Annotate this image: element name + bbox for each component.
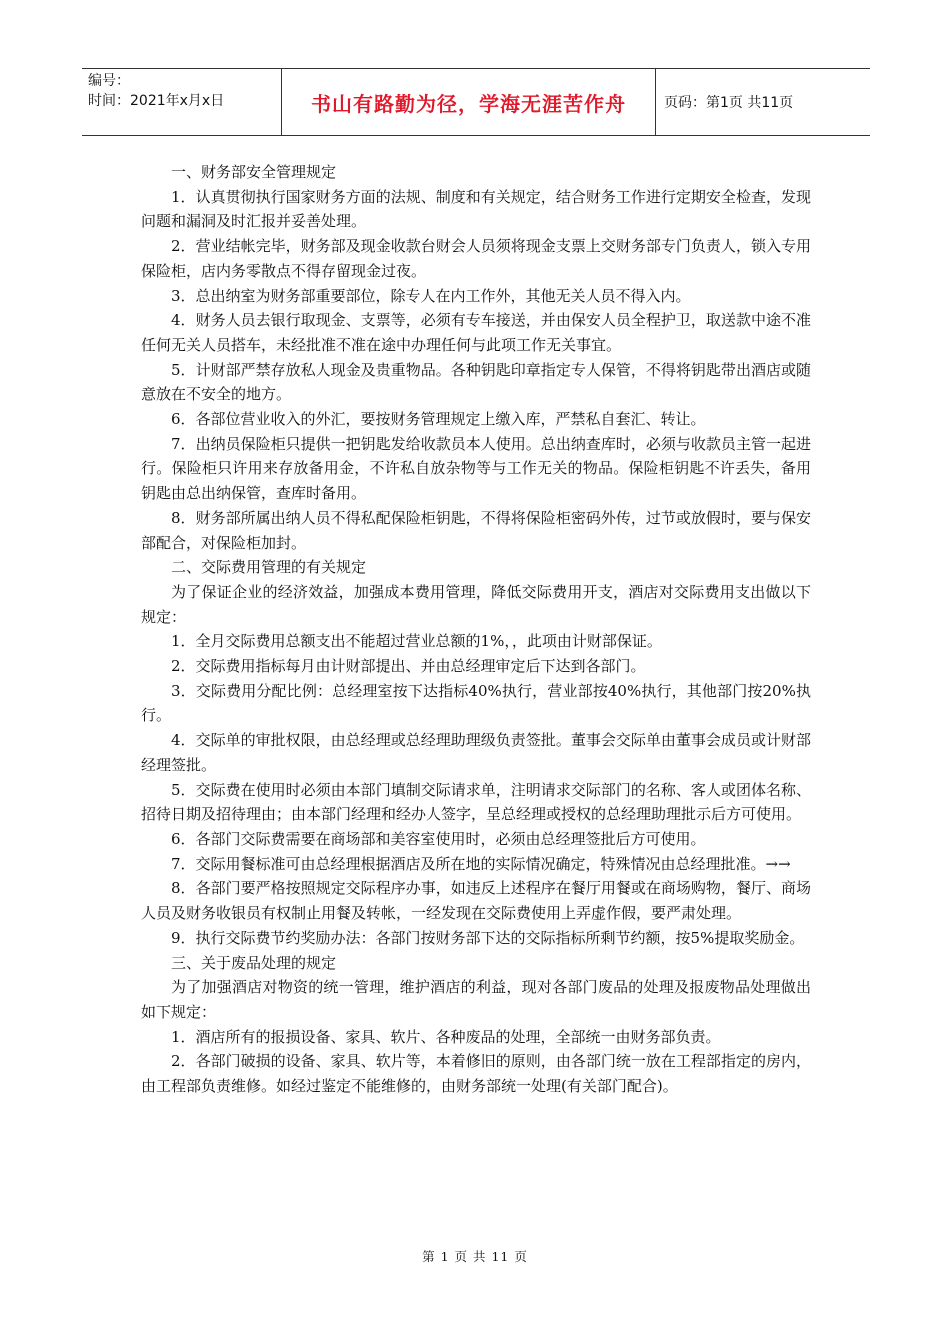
paragraph: 为了保证企业的经济效益，加强成本费用管理，降低交际费用开支，酒店对交际费用支出做以下规定： xyxy=(141,582,811,626)
paragraph: 4．财务人员去银行取现金、支票等，必须有专车接送，并由保安人员全程护卫，取送款中途不准任何无关人员搭车，未经批准不准在途中办理任何与此项工作无关事宜。 xyxy=(141,311,811,354)
header-motto: 书山有路勤为径，学海无涯苦作舟 xyxy=(282,69,656,135)
number-label: 编号： xyxy=(88,73,130,89)
paragraph: 8．各部门要严格按照规定交际程序办事，如违反上述程序在餐厅用餐或在商场购物，餐厅、商场人员及财务收银员有权制止用餐及转帐，一经发现在交际费使用上弄虚作假，要严肃处理。 xyxy=(141,879,811,923)
paragraph: 6．各部位营业收入的外汇，要按财务管理规定上缴入库，严禁私自套汇、转让。 xyxy=(171,410,706,429)
paragraph: 4．交际单的审批权限，由总经理或总经理助理级负责签批。董事会交际单由董事会成员或计财部经理签批。 xyxy=(141,731,811,774)
paragraph: 6．各部门交际费需要在商场部和美容室使用时，必须由总经理签批后方可使用。 xyxy=(171,829,706,848)
document-body xyxy=(141,160,811,1099)
paragraph: 为了加强酒店对物资的统一管理，维护酒店的利益，现对各部门废品的处理及报废物品处理做出如下规定： xyxy=(141,978,811,1021)
paragraph: 9．执行交际费节约奖励办法：各部门按财务部下达的交际指标所剩节约额，按5%提取奖励金。 xyxy=(171,928,805,947)
page-footer: 第 1 页 共 11 页 xyxy=(422,1249,528,1264)
page-header xyxy=(82,68,870,136)
paragraph: 3．总出纳室为财务部重要部位，除专人在内工作外，其他无关人员不得入内。 xyxy=(171,286,691,305)
paragraph: 1．认真贯彻执行国家财务方面的法规、制度和有关规定，结合财务工作进行定期安全检查，发现问题和漏洞及时汇报并妥善处理。 xyxy=(141,187,811,231)
date-label: 时间：2021年x月x日 xyxy=(88,93,225,109)
section-heading-1: 一、财务部安全管理规定 xyxy=(171,163,337,181)
header-page-info: 页码：第1页 共11页 xyxy=(664,95,794,111)
paragraph: 2．营业结帐完毕，财务部及现金收款台财会人员须将现金支票上交财务部专门负责人，锁入专用保险柜，店内务零散点不得存留现金过夜。 xyxy=(141,237,811,280)
paragraph: 7．交际用餐标准可由总经理根据酒店及所在地的实际情况确定，特殊情况由总经理批准。→→ xyxy=(171,854,791,873)
paragraph: 7．出纳员保险柜只提供一把钥匙发给收款员本人使用。总出纳查库时，必须与收款员主管一起进行。保险柜只许用来存放备用金，不许私自放杂物等与工作无关的物品。保险柜钥匙不许丢失，备用钥匙由总出纳保管，查库时备用。 xyxy=(141,434,811,503)
paragraph: 2．交际费用指标每月由计财部提出、并由总经理审定后下达到各部门。 xyxy=(171,657,646,676)
paragraph: 8．财务部所属出纳人员不得私配保险柜钥匙，不得将保险柜密码外传，过节或放假时，要与保安部配合，对保险柜加封。 xyxy=(141,508,811,552)
section-heading-2: 二、交际费用管理的有关规定 xyxy=(171,558,367,577)
section-heading-3: 三、关于废品处理的规定 xyxy=(171,953,337,972)
header-meta xyxy=(82,69,282,135)
paragraph: 1．全月交际费用总额支出不能超过营业总额的1%，，此项由计财部保证。 xyxy=(171,632,662,651)
paragraph: 5．计财部严禁存放私人现金及贵重物品。各种钥匙印章指定专人保管，不得将钥匙带出酒店或随意放在不安全的地方。 xyxy=(141,360,811,404)
paragraph: 2．各部门破损的设备、家具、软片等，本着修旧的原则，由各部门统一放在工程部指定的房内，由工程部负责维修。如经过鉴定不能维修的，由财务部统一处理(有关部门配合)。 xyxy=(141,1052,811,1096)
paragraph: 3．交际费用分配比例：总经理室按下达指标40%执行，营业部按40%执行，其他部门按20%执行。 xyxy=(141,681,811,725)
paragraph: 5．交际费在使用时必须由本部门填制交际请求单，注明请求交际部门的名称、客人或团体名称、招待日期及招待理由；由本部门经理和经办人签字，呈总经理或授权的总经理助理批示后方可使用。 xyxy=(141,780,811,824)
paragraph: 1．酒店所有的报损设备、家具、软片、各种废品的处理，全部统一由财务部负责。 xyxy=(171,1027,721,1046)
